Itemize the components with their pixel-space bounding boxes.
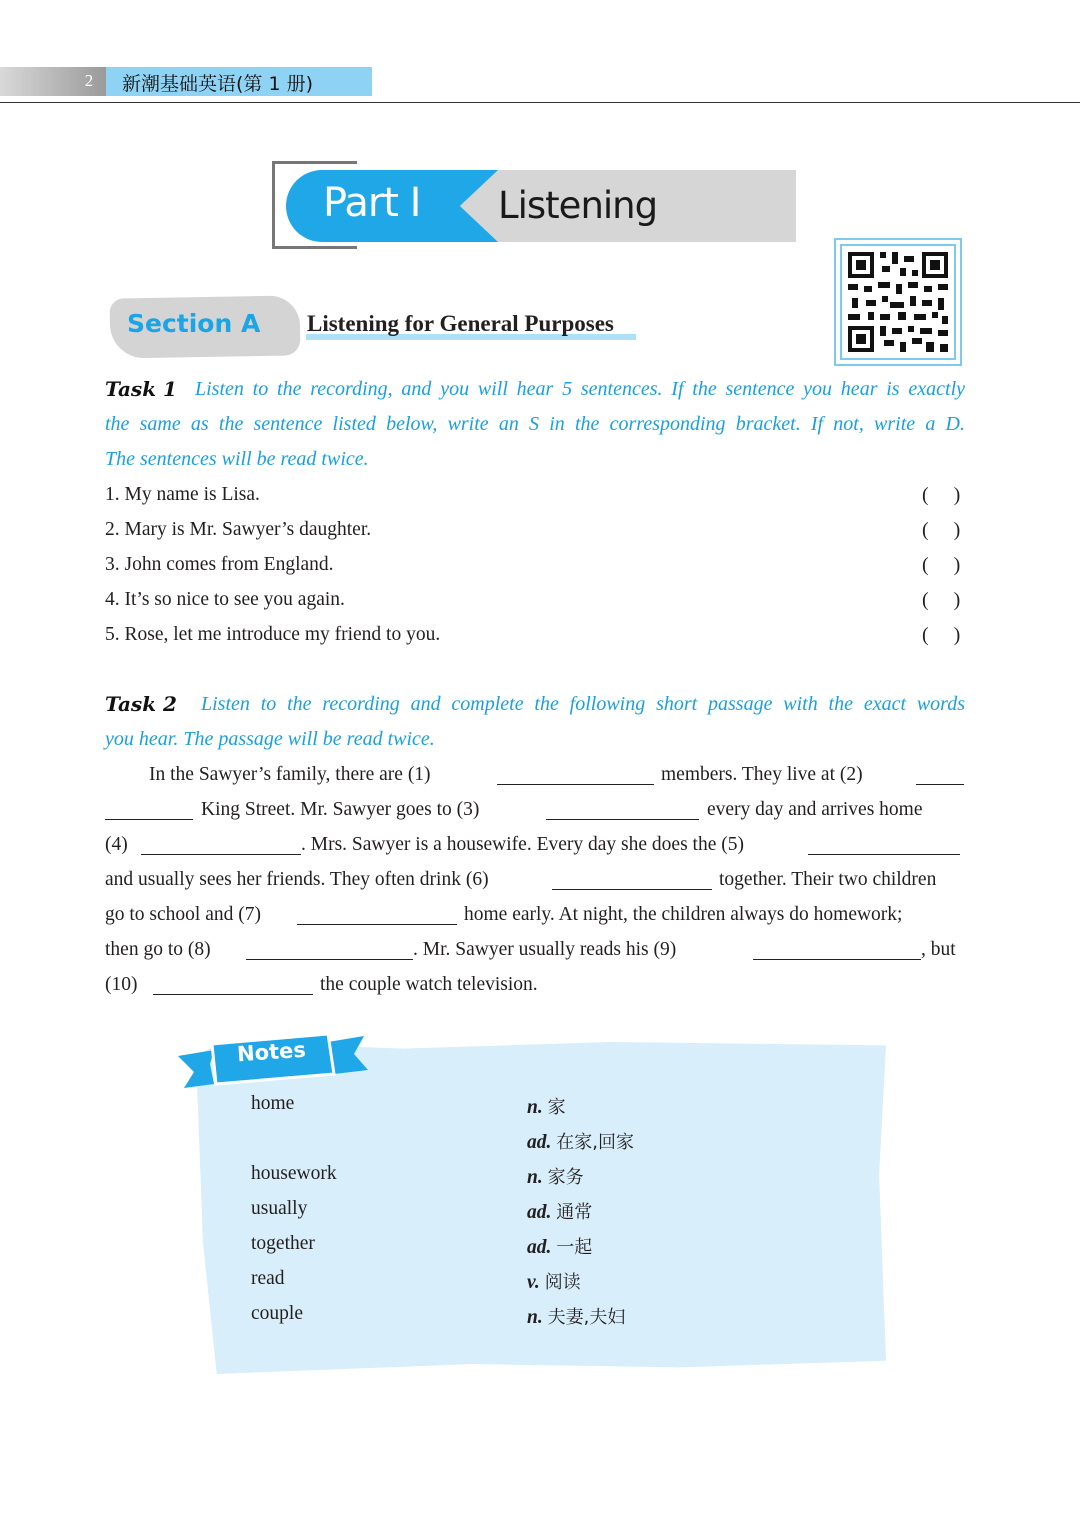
answer-bracket[interactable]: ( ) [922, 484, 961, 506]
blank-3[interactable] [546, 801, 699, 820]
passage-text: every day and arrives home [707, 799, 923, 820]
blank-6[interactable] [552, 871, 712, 890]
passage-text: go to school and (7) [105, 904, 261, 925]
task1-item: 4. It’s so nice to see you again. [105, 589, 345, 610]
note-def: 通常 [556, 1202, 593, 1223]
qr-code [840, 244, 956, 360]
note-def: 阅读 [544, 1272, 581, 1293]
note-def: 家 [547, 1097, 566, 1118]
blank-4[interactable] [141, 836, 301, 855]
note-word: usually [251, 1198, 308, 1219]
blank-8[interactable] [246, 941, 413, 960]
note-word: together [251, 1233, 315, 1254]
blank-2[interactable] [916, 766, 964, 785]
answer-bracket[interactable]: ( ) [922, 554, 961, 576]
note-definition [527, 1093, 566, 1119]
blank-1[interactable] [497, 766, 654, 785]
passage-text: (4) [105, 834, 128, 855]
section-title: Listening for General Purposes [307, 311, 614, 336]
task1-instruction-line: The sentences will be read twice. [105, 448, 369, 470]
part-label: Part I [323, 180, 421, 226]
passage-text: the couple watch television. [320, 974, 538, 995]
book-title: 新潮基础英语(第 1 册) [122, 73, 313, 95]
blank-10[interactable] [153, 976, 313, 995]
section-badge-label: Section A [127, 309, 261, 338]
blank-7[interactable] [297, 906, 457, 925]
passage-text: then go to (8) [105, 939, 211, 960]
note-def: 在家,回家 [556, 1132, 634, 1153]
note-word: read [251, 1268, 285, 1289]
page-number: 2 [84, 71, 94, 90]
note-word: home [251, 1093, 295, 1114]
note-definition [527, 1268, 581, 1294]
note-definition [527, 1128, 634, 1154]
task1-label: Task 1 [105, 377, 177, 401]
note-pos: ad. [527, 1202, 552, 1223]
note-pos: ad. [527, 1132, 552, 1153]
note-definition [527, 1303, 625, 1329]
note-word: housework [251, 1163, 337, 1184]
header-rule [0, 102, 1080, 103]
note-word: couple [251, 1303, 303, 1324]
part-title: Listening [498, 184, 658, 227]
notes-label: Notes [236, 1037, 307, 1067]
task2-instruction-line: Listen to the recording and complete the following short passage with the exact words [201, 693, 965, 715]
passage-text: King Street. Mr. Sawyer goes to (3) [201, 799, 480, 820]
blank-5[interactable] [808, 836, 960, 855]
blank-9[interactable] [753, 941, 921, 960]
task1-item: 3. John comes from England. [105, 554, 334, 575]
note-pos: n. [527, 1307, 543, 1328]
passage-text: and usually sees her friends. They often drink (6) [105, 869, 489, 890]
note-pos: v. [527, 1272, 540, 1293]
passage-text: . Mrs. Sawyer is a housewife. Every day she does the (5) [301, 834, 744, 855]
passage-text: home early. At night, the children always do homework; [464, 904, 903, 925]
answer-bracket[interactable]: ( ) [922, 589, 961, 611]
note-pos: n. [527, 1167, 543, 1188]
task1-item: 5. Rose, let me introduce my friend to you. [105, 624, 441, 645]
task1-instruction-line: Listen to the recording, and you will hear 5 sentences. If the sentence you hear is exactly [195, 378, 965, 400]
note-definition [527, 1163, 584, 1189]
passage-text: , but [921, 939, 956, 960]
passage-text: (10) [105, 974, 138, 995]
task1-item: 1. My name is Lisa. [105, 484, 260, 505]
passage-text: together. Their two children [719, 869, 937, 890]
qr-code-icon [842, 246, 954, 358]
task2-label: Task 2 [105, 692, 177, 716]
note-pos: n. [527, 1097, 543, 1118]
note-pos: ad. [527, 1237, 552, 1258]
passage-text: . Mr. Sawyer usually reads his (9) [413, 939, 677, 960]
note-definition [527, 1198, 592, 1224]
passage-text: In the Sawyer’s family, there are (1) [149, 764, 431, 785]
answer-bracket[interactable]: ( ) [922, 519, 961, 541]
passage-text: members. They live at (2) [661, 764, 863, 785]
note-def: 一起 [556, 1237, 593, 1258]
answer-bracket[interactable]: ( ) [922, 624, 961, 646]
note-definition [527, 1233, 592, 1259]
note-def: 家务 [547, 1167, 584, 1188]
task1-item: 2. Mary is Mr. Sawyer’s daughter. [105, 519, 372, 540]
note-def: 夫妻,夫妇 [547, 1307, 626, 1328]
task2-instruction-line: you hear. The passage will be read twice. [105, 728, 435, 750]
task1-instruction-line: the same as the sentence listed below, write an S in the corresponding bracket. If not, write a D. [105, 413, 965, 435]
blank-2-continued[interactable] [105, 801, 193, 820]
